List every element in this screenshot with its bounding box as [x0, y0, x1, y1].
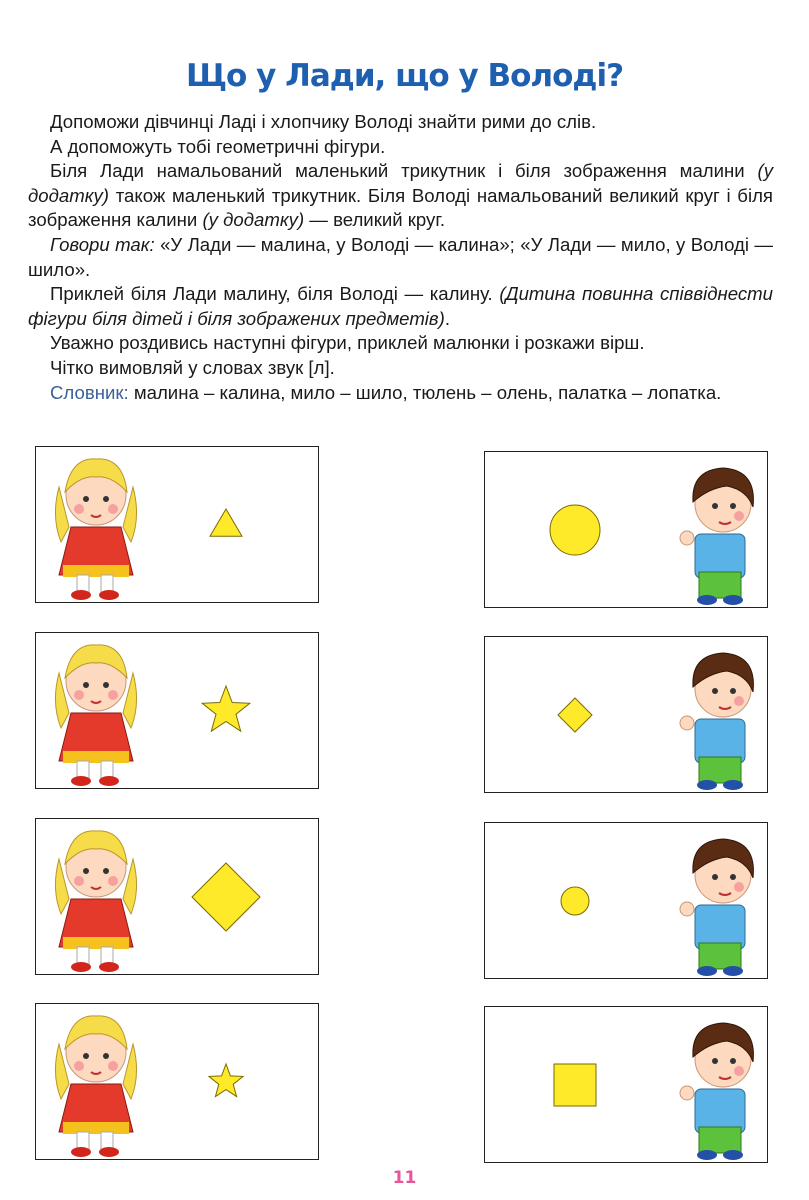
instructions [28, 110, 773, 405]
boy-volodia-illustration [680, 1023, 753, 1160]
girl-lada-illustration [55, 645, 136, 786]
paragraph: Уважно роздивись наступні фігури, приклей малюнки і розкажи вірш. [50, 332, 645, 354]
page-title: Що у Лади, що у Володі? [185, 58, 624, 94]
text: (у додатку) [28, 160, 773, 206]
volodia-card [484, 636, 768, 793]
square-shape [554, 1064, 596, 1106]
star-shape [209, 1064, 243, 1097]
circle-shape [561, 887, 589, 915]
paragraph: Допоможи дівчинці Ладі і хлопчику Володі знайти рими до слів. [50, 111, 597, 132]
girl-lada-illustration [55, 1016, 136, 1157]
boy-volodia-illustration [680, 653, 753, 790]
paragraph: Чітко вимовляй у словах звук [л]. [50, 356, 335, 378]
text: Приклей біля Лади малину, біля Володі — калину. [50, 283, 500, 305]
paragraph [28, 282, 773, 331]
lada-card [35, 818, 319, 975]
triangle-shape [210, 509, 242, 536]
boy-volodia-illustration [680, 839, 753, 976]
diamond-shape [192, 863, 260, 931]
paragraph [28, 233, 773, 282]
page-number: 11 [392, 1168, 417, 1188]
vocabulary-list: малина – калина, мило – шило, тюлень – олень, палатка – лопатка. [128, 381, 722, 403]
girl-lada-illustration [55, 831, 136, 972]
volodia-card [484, 1006, 768, 1163]
vocabulary-label: Словник: [50, 381, 129, 403]
boy-volodia-illustration [680, 468, 753, 605]
lada-card [35, 1003, 319, 1160]
text: (Дитина повинна співвіднести фігури біля дітей і біля зображених предметів) [28, 283, 773, 329]
text: — великий круг. [304, 209, 446, 231]
girl-lada-illustration [55, 459, 136, 600]
paragraph [28, 159, 773, 233]
lada-card [35, 632, 319, 789]
diamond-shape [558, 698, 592, 732]
lada-card [35, 446, 319, 603]
text: Біля Лади намальований маленький трикутник і біля зображення малини [50, 160, 758, 182]
text: . [444, 307, 451, 329]
star-shape [202, 686, 250, 731]
paragraph [28, 381, 773, 406]
circle-shape [550, 505, 600, 555]
paragraph: А допоможуть тобі геометричні фігури. [50, 135, 386, 157]
text: також маленький трикутник. Біля Володі намальований великий круг і біля зображення калини [28, 184, 773, 231]
text: Говори так: [50, 233, 155, 255]
volodia-card [484, 822, 768, 979]
volodia-card [484, 451, 768, 608]
text: (у додатку) [202, 209, 305, 231]
text: «У Лади — малина, у Володі — калина»; «У Лади — мило, у Володі — шило». [28, 233, 773, 280]
